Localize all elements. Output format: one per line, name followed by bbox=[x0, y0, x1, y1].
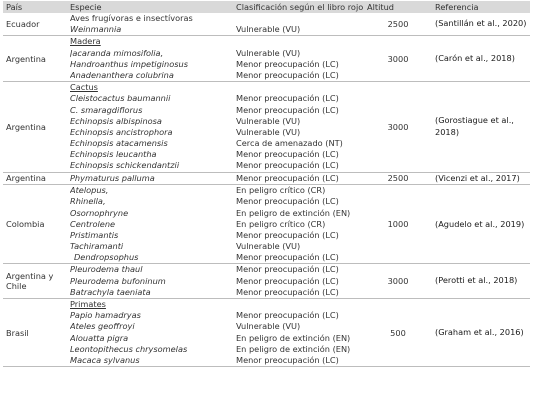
reference-link[interactable]: Santillán et al., 2020 bbox=[438, 18, 524, 29]
species-name: Madera bbox=[70, 36, 101, 47]
red-list-status bbox=[236, 13, 361, 24]
species-name: Weinmannia bbox=[70, 24, 122, 35]
species-name: Rhinella, bbox=[70, 196, 106, 207]
reference-open-paren: ( bbox=[435, 275, 439, 286]
species-name: Ateles geoffroyi bbox=[70, 321, 135, 332]
species-name: Cleistocactus baumannii bbox=[70, 93, 171, 104]
altitude-cell: 3000 bbox=[387, 121, 409, 132]
reference-open-paren: ( bbox=[435, 326, 439, 337]
header-row bbox=[3, 1, 530, 13]
red-list-status: Menor preocupación (LC) bbox=[236, 354, 339, 365]
red-list-status: Menor preocupación (LC) bbox=[236, 93, 339, 104]
reference-open-paren: ( bbox=[435, 18, 439, 29]
reference-link[interactable]: Perotti et al., 2018 bbox=[438, 275, 515, 286]
red-list-status: Menor preocupación (LC) bbox=[236, 286, 339, 297]
reference-link[interactable]: Vicenzi et al., 2017 bbox=[438, 172, 517, 183]
reference-cell bbox=[432, 172, 530, 185]
reference-link[interactable]: Gorostiague et al., 2018 bbox=[435, 115, 514, 137]
species-name: Echinopsis schickendantzii bbox=[70, 160, 180, 171]
species-cell bbox=[67, 185, 233, 264]
reference-cell bbox=[432, 264, 530, 299]
altitude-cell: 500 bbox=[390, 327, 406, 338]
red-list-cell bbox=[233, 82, 364, 173]
species-name: Cactus bbox=[70, 82, 98, 93]
red-list-status: En peligro crítico (CR) bbox=[236, 185, 326, 196]
species-cell bbox=[67, 82, 233, 173]
reference-close-paren: ) bbox=[523, 18, 527, 29]
species-name: Echinopsis albispinosa bbox=[70, 115, 162, 126]
species-name: Dendropsophus bbox=[74, 252, 139, 263]
table-body bbox=[3, 13, 530, 367]
species-name: Alouatta pigra bbox=[70, 332, 129, 343]
red-list-cell bbox=[233, 172, 364, 185]
table-row bbox=[3, 264, 530, 299]
country-cell: Argentina y Chile bbox=[6, 271, 54, 292]
reference-cell bbox=[432, 82, 530, 173]
red-list-status bbox=[236, 82, 361, 93]
red-list-status: En peligro de extinción (EN) bbox=[236, 207, 351, 218]
species-name: Osornophryne bbox=[70, 207, 129, 218]
species-name: Pristimantis bbox=[70, 229, 119, 240]
species-cell bbox=[67, 13, 233, 36]
species-name: Echinopsis ancistrophora bbox=[70, 126, 173, 137]
reference-open-paren: ( bbox=[435, 172, 439, 183]
red-list-cell bbox=[233, 13, 364, 36]
table-row bbox=[3, 82, 530, 173]
species-name: Tachiramanti bbox=[70, 241, 124, 252]
header-referencia: Referencia bbox=[432, 1, 530, 13]
reference-open-paren: ( bbox=[435, 115, 439, 126]
red-list-status: Menor preocupación (LC) bbox=[236, 310, 339, 321]
country-cell: Argentina bbox=[6, 121, 46, 132]
table-row bbox=[3, 13, 530, 36]
header-altitud: Altitud bbox=[364, 1, 432, 13]
red-list-status: Menor preocupación (LC) bbox=[236, 264, 339, 275]
species-name: Phymaturus palluma bbox=[70, 172, 155, 183]
red-list-status: Vulnerable (VU) bbox=[236, 24, 301, 35]
species-name: Centrolene bbox=[70, 218, 116, 229]
red-list-status: Menor preocupación (LC) bbox=[236, 58, 339, 69]
table-row bbox=[3, 172, 530, 185]
species-name: C. smaragdiflorus bbox=[70, 104, 143, 115]
reference-link[interactable]: Agudelo et al., 2019 bbox=[438, 218, 522, 229]
red-list-status: Vulnerable (VU) bbox=[236, 241, 301, 252]
reference-close-paren: ) bbox=[455, 126, 460, 137]
red-list-cell bbox=[233, 299, 364, 367]
red-list-status: Menor preocupación (LC) bbox=[236, 172, 339, 183]
red-list-status: En peligro crítico (CR) bbox=[236, 218, 326, 229]
red-list-status: Vulnerable (VU) bbox=[236, 321, 301, 332]
altitude-cell: 2500 bbox=[387, 173, 409, 184]
species-name: Batrachyla taeniata bbox=[70, 286, 151, 297]
reference-open-paren: ( bbox=[435, 53, 439, 63]
table-row bbox=[3, 36, 530, 82]
red-list-status: Menor preocupación (LC) bbox=[236, 229, 339, 240]
species-name: Pleurodema bufoninum bbox=[70, 275, 166, 286]
red-list-status: Menor preocupación (LC) bbox=[236, 104, 339, 115]
red-list-cell bbox=[233, 185, 364, 264]
reference-close-paren: ) bbox=[520, 326, 524, 337]
country-cell: Brasil bbox=[6, 327, 29, 338]
altitude-cell: 3000 bbox=[387, 276, 409, 287]
country-cell: Argentina bbox=[6, 53, 46, 64]
species-name: Leontopithecus chrysomelas bbox=[70, 343, 188, 354]
red-list-status: Vulnerable (VU) bbox=[236, 115, 301, 126]
red-list-status: En peligro de extinción (EN) bbox=[236, 332, 351, 343]
country-cell: Ecuador bbox=[6, 19, 40, 30]
reference-close-paren: ) bbox=[516, 172, 520, 183]
red-list-cell bbox=[233, 36, 364, 82]
table-row bbox=[3, 299, 530, 367]
species-table bbox=[3, 1, 530, 367]
header-pais: País bbox=[3, 1, 67, 13]
red-list-status: Menor preocupación (LC) bbox=[236, 149, 339, 160]
reference-open-paren: ( bbox=[435, 218, 439, 229]
species-name: Echinopsis atacamensis bbox=[70, 138, 168, 149]
species-cell bbox=[67, 36, 233, 82]
red-list-status: Vulnerable (VU) bbox=[236, 126, 301, 137]
red-list-status: Vulnerable (VU) bbox=[236, 47, 301, 58]
species-name: Jacaranda mimosifolia, bbox=[70, 47, 164, 58]
species-name: Aves frugívoras e insectívoras bbox=[70, 13, 193, 23]
species-name: Handroanthus impetiginosus bbox=[70, 58, 188, 69]
red-list-status: Menor preocupación (LC) bbox=[236, 252, 339, 263]
header-especie: Especie bbox=[67, 1, 233, 13]
reference-link[interactable]: Carón et al., 2018 bbox=[438, 53, 512, 63]
species-name: Atelopus, bbox=[70, 185, 109, 196]
red-list-status: En peligro de extinción (EN) bbox=[236, 343, 351, 354]
species-cell bbox=[67, 172, 233, 185]
red-list-status bbox=[236, 299, 361, 310]
red-list-status: Cerca de amenazado (NT) bbox=[236, 138, 343, 149]
red-list-status: Menor preocupación (LC) bbox=[236, 196, 339, 207]
table-header bbox=[3, 1, 530, 13]
country-cell: Argentina bbox=[6, 173, 46, 184]
species-name: Echinopsis leucantha bbox=[70, 149, 157, 160]
reference-close-paren: ) bbox=[514, 275, 518, 286]
red-list-status bbox=[236, 36, 361, 47]
red-list-status: Menor preocupación (LC) bbox=[236, 69, 339, 80]
country-cell: Colombia bbox=[6, 219, 45, 230]
table-row bbox=[3, 185, 530, 264]
red-list-status: Menor preocupación (LC) bbox=[236, 275, 339, 286]
species-cell bbox=[67, 299, 233, 367]
altitude-cell: 3000 bbox=[387, 53, 409, 64]
species-name: Primates bbox=[70, 299, 106, 309]
species-name: Papio hamadryas bbox=[70, 310, 141, 321]
header-clasificacion: Clasificación según el libro rojo bbox=[233, 1, 364, 13]
altitude-cell: 2500 bbox=[387, 19, 409, 30]
reference-link[interactable]: Graham et al., 2016 bbox=[438, 326, 521, 337]
reference-cell bbox=[432, 36, 530, 82]
reference-cell bbox=[432, 185, 530, 264]
reference-close-paren: ) bbox=[511, 53, 515, 63]
reference-cell bbox=[432, 299, 530, 367]
altitude-cell: 1000 bbox=[387, 219, 409, 230]
species-name: Anadenanthera colubrina bbox=[70, 69, 174, 80]
red-list-status: Menor preocupación (LC) bbox=[236, 160, 339, 171]
species-name: Pleurodema thaul bbox=[70, 264, 143, 275]
species-cell bbox=[67, 264, 233, 299]
reference-cell bbox=[432, 13, 530, 36]
red-list-cell bbox=[233, 264, 364, 299]
species-name: Macaca sylvanus bbox=[70, 354, 140, 365]
reference-close-paren: ) bbox=[521, 218, 525, 229]
